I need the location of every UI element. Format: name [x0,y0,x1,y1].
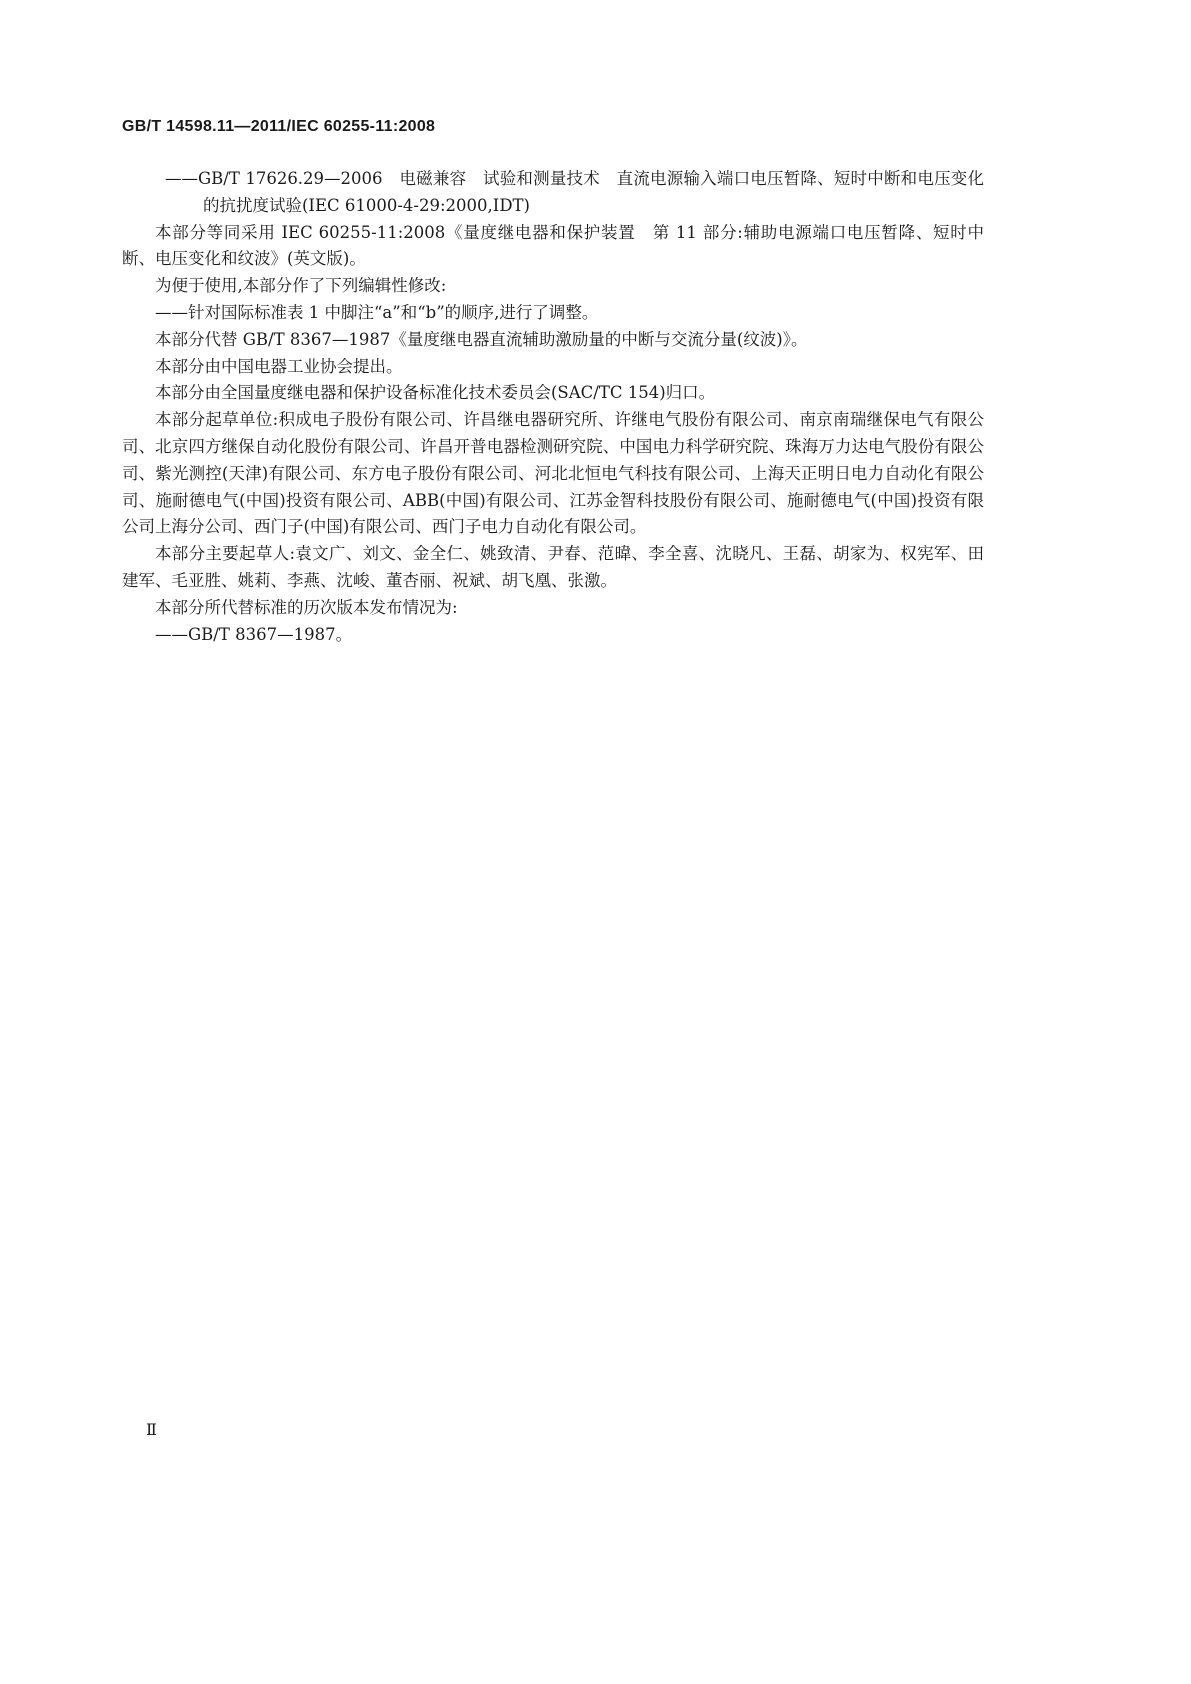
replacement-statement: 本部分代替 GB/T 8367—1987《量度继电器直流辅助激励量的中断与交流分量(纹波)》。 [155,329,808,349]
committee-statement: 本部分由全国量度继电器和保护设备标准化技术委员会(SAC/TC 154)归口。 [155,383,716,403]
drafting-organizations: 本部分起草单位:积成电子股份有限公司、许昌继电器研究所、许继电气股份有限公司、南京南瑞继保电气有限公司、北京四方继保自动化股份有限公司、许昌开普电器检测研究院、中国电力科学研究院、珠海万力达电气股份有限公司、紫光测控(天津)有限公司、东方电子股份有限公司、河北北恒电气科技有限公司、上海天正明日电力自动化有限公司、施耐德电气(中国)投资有限公司、ABB(中国)有限公司、江苏金智科技股份有限公司、施耐德电气(中国)投资有限公司上海分公司、西门子(中国)有限公司、西门子电力自动化有限公司。 [122,410,984,537]
document-body [122,166,984,648]
principal-drafters: 本部分主要起草人:袁文广、刘文、金全仁、姚致清、尹春、范暐、李全喜、沈晓凡、王磊、胡家为、权宪军、田建军、毛亚胜、姚莉、李燕、沈峻、董杏丽、祝斌、胡飞凰、张激。 [122,544,984,590]
editorial-change-item: ——针对国际标准表 1 中脚注“a”和“b”的顺序,进行了调整。 [155,302,599,322]
version-history-item: ——GB/T 8367—1987。 [155,624,353,644]
version-history-intro: 本部分所代替标准的历次版本发布情况为: [155,597,458,617]
page-number: Ⅱ [146,1422,157,1439]
editorial-changes-intro: 为便于使用,本部分作了下列编辑性修改: [155,276,447,296]
adoption-statement: 本部分等同采用 IEC 60255-11:2008《量度继电器和保护装置 第 11 部分:辅助电源端口电压暂降、短时中断、电压变化和纹波》(英文版)。 [122,222,984,269]
standard-code-header: GB/T 14598.11—2011/IEC 60255-11:2008 [122,118,436,135]
normative-reference-item: ——GB/T 17626.29—2006 电磁兼容 试验和测量技术 直流电源输入端口电压暂降、短时中断和电压变化的抗扰度试验(IEC 61000-4-29:2000,IDT) [165,169,984,215]
proposer-statement: 本部分由中国电器工业协会提出。 [155,356,403,376]
